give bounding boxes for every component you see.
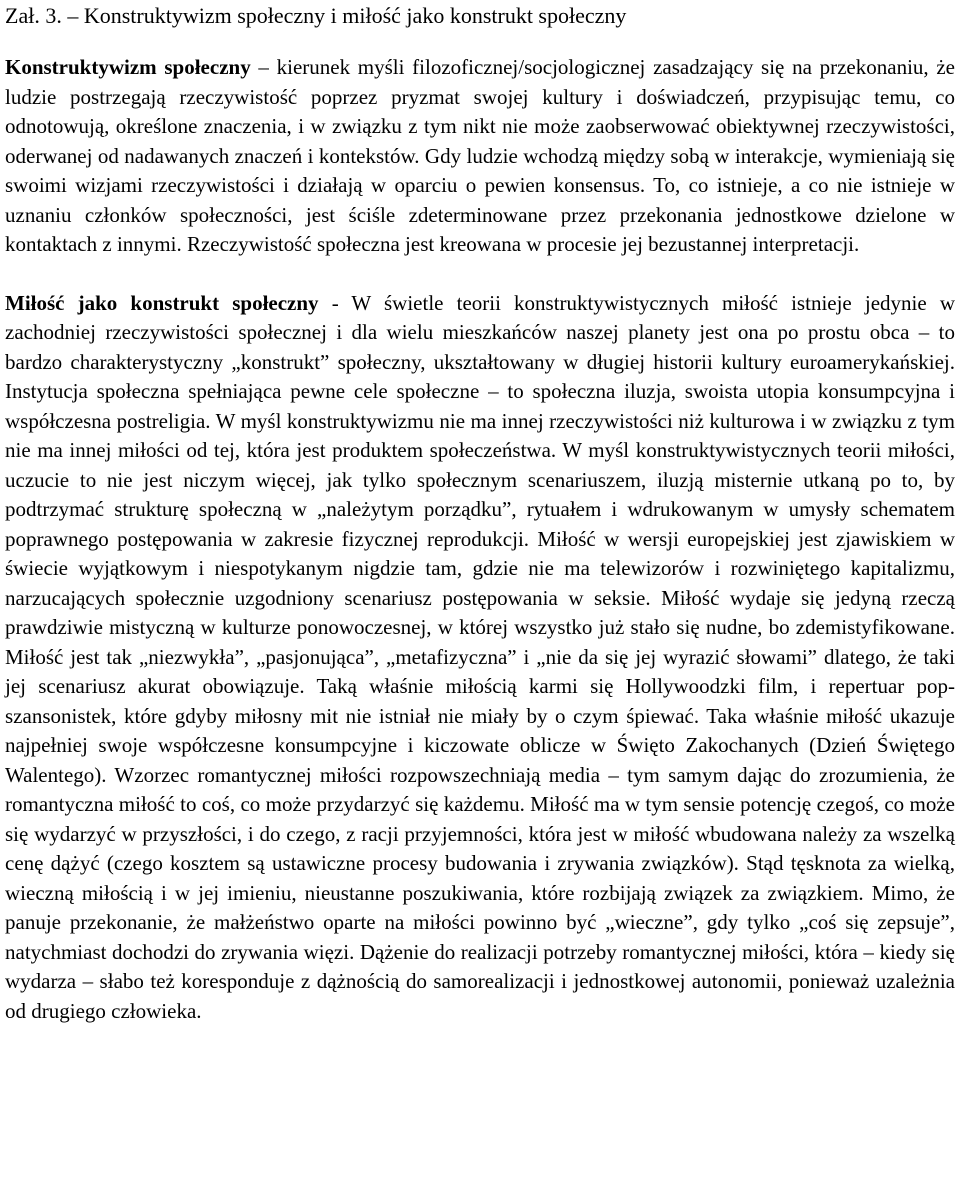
attachment-title: Zał. 3. – Konstruktywizm społeczny i miłość jako konstrukt społeczny [5, 3, 627, 28]
term-social-constructivism: Konstruktywizm społeczny [5, 55, 251, 79]
paragraph-love-social-construct [5, 289, 955, 1027]
definition-love-social-construct: - W świetle teorii konstruktywistycznych miłość istnieje jedynie w zachodniej rzeczywistości społecznej i dla wielu mieszkańców naszej planety jest ona po prostu obca – to bardzo charakterystyczny „konstrukt” społeczny, ukształtowany w długiej historii kultury euroamerykańskiej. Instytucja społeczna spełniająca pewne cele społeczne – to społeczna iluzja, swoista utopia konsumpcyjna i współczesna postreligia. W myśl konstruktywizmu nie ma innej rzeczywistości niż kulturowa i w związku z tym nie ma innej miłości od tej, która jest produktem społeczeństwa. W myśl konstruktywistycznych teorii miłości, uczucie to nie jest niczym więcej, jak tylko społecznym scenariuszem, iluzją misternie utkaną po to, by podtrzymać strukturę społeczną w „należytym porządku”, rytuałem i wdrukowanym w umysły schematem poprawnego postępowania w zakresie fizycznej reprodukcji. Miłość w wersji europejskiej jest zjawiskiem w świecie wyjątkowym i niespotykanym nigdzie tam, gdzie nie ma telewizorów i rozwiniętego kapitalizmu, narzucających społecznie uzgodniony scenariusz postępowania w seksie. Miłość wydaje się jedyną rzeczą prawdziwie mistyczną w kulturze ponowoczesnej, w której wszystko już stało się nudne, bo zdemistyfikowane. Miłość jest tak „niezwykła”, „pasjonująca”, „metafizyczna” i „nie da się jej wyrazić słowami” dlatego, że taki jej scenariusz akurat obowiązuje. Taką właśnie miłością karmi się Hollywoodzki film, i repertuar pop-szansonistek, które gdyby miłosny mit nie istniał nie miały by o czym śpiewać. Taka właśnie miłość ukazuje najpełniej swoje współczesne konsumpcyjne i kiczowate oblicze w Święto Zakochanych (Dzień Świętego Walentego). Wzorzec romantycznej miłości rozpowszechniają media – tym samym dając do zrozumienia, że romantyczna miłość to coś, co może przydarzyć się każdemu. Miłość ma w tym sensie potencję czegoś, co może się wydarzyć w przyszłości, i do czego, z racji przyjemności, która jest w miłość wbudowana należy za wszelką cenę dążyć (czego kosztem są ustawiczne procesy budowania i zrywania związków). Stąd tęsknota za wielką, wieczną miłością i w jej imieniu, nieustanne poszukiwania, które rozbijają związek za związkiem. Mimo, że panuje przekonanie, że małżeństwo oparte na miłości powinno być „wieczne”, gdy tylko „coś się zepsuje”, natychmiast dochodzi do zrywania więzi. Dążenie do realizacji potrzeby romantycznej miłości, która – kiedy się wydarza – słabo też koresponduje z dążnością do samorealizacji i jednostkowej autonomii, ponieważ uzależnia od drugiego człowieka. [5, 290, 955, 1023]
definition-social-constructivism: – kierunek myśli filozoficznej/socjologicznej zasadzający się na przekonaniu, że ludzie postrzegają rzeczywistość poprzez pryzmat swojej kultury i doświadczeń, przypisując temu, co odnotowują, określone znaczenia, i w związku z tym nikt nie może zaobserwować obiektywnej rzeczywistości, oderwanej od nadawanych znaczeń i kontekstów. Gdy ludzie wchodzą między sobą w interakcje, wymieniają się swoimi wizjami rzeczywistości i działają w oparciu o pewien konsensus. To, co istnieje, a co nie istnieje w uznaniu członków społeczności, jest ściśle zdeterminowane przez przekonania jednostkowe dzielone w kontaktach z innymi. Rzeczywistość społeczna jest kreowana w procesie jej bezustannej interpretacji. [5, 55, 955, 256]
term-love-social-construct: Miłość jako konstrukt społeczny [5, 290, 319, 315]
paragraph-social-constructivism [5, 53, 955, 260]
document-page [5, 0, 955, 1026]
